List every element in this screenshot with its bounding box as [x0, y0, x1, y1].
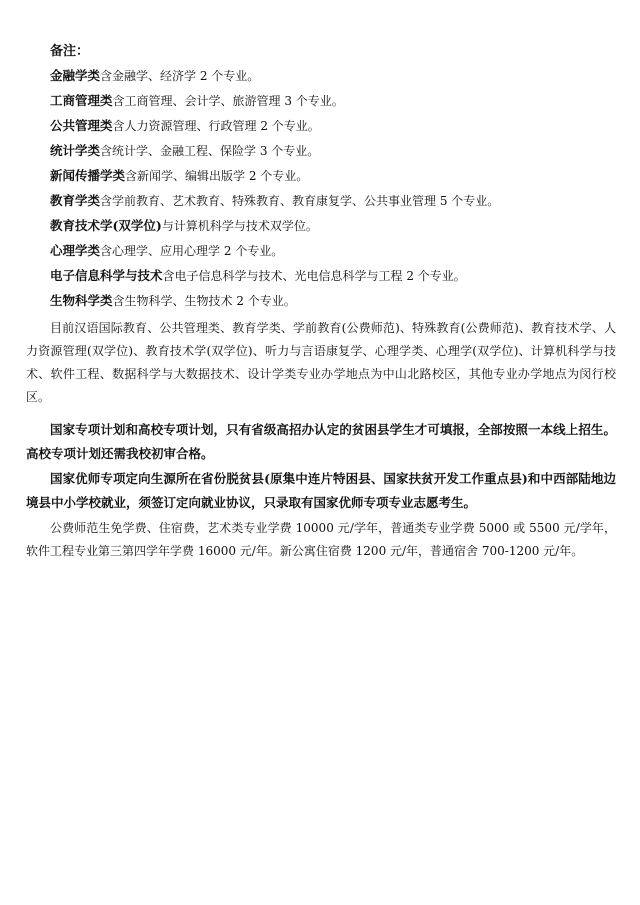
category-name: 生物科学类 [50, 293, 113, 308]
list-item [50, 191, 610, 216]
category-name: 公共管理类 [50, 118, 113, 133]
list-item [50, 241, 610, 266]
list-item [50, 91, 610, 116]
teacher-plan-paragraph: 国家优师专项定向生源所在省份脱贫县(原集中连片特困县、国家扶贫开发工作重点县)和中西部陆地边境县中小学校就业，须签订定向就业协议，只录取有国家优师专项专业志愿考生。 [26, 471, 616, 510]
category-name: 金融学类 [50, 68, 101, 83]
list-item [50, 141, 610, 166]
category-description: 含人力资源管理、行政管理 2 个专业。 [112, 119, 320, 133]
tuition-fees-paragraph: 公费师范生免学费、住宿费，艺术类专业学费 10000 元/学年，普通类专业学费 5000 或 5500 元/学年，软件工程专业第三第四学年学费 16000 元/年。新公寓住宿费 1200 元/年，普通宿舍 700-1200 元/年。 [26, 521, 616, 558]
list-item [50, 266, 610, 291]
notes-heading: 备注： [50, 44, 90, 59]
category-name: 教育技术学(双学位) [50, 218, 162, 233]
special-plan-paragraph: 国家专项计划和高校专项计划，只有省级高招办认定的贫困县学生才可填报，全部按照一本线上招生。高校专项计划还需我校初审合格。 [26, 422, 616, 461]
category-name: 电子信息科学与技术 [50, 268, 163, 283]
category-description: 含电子信息科学与技术、光电信息科学与工程 2 个专业。 [162, 269, 466, 283]
category-name: 统计学类 [50, 143, 101, 158]
list-item [50, 66, 610, 91]
campus-location-paragraph: 目前汉语国际教育、公共管理类、教育学类、学前教育(公费师范)、特殊教育(公费师范)、教育技术学、人力资源管理(双学位)、教育技术学(双学位)、听力与言语康复学、心理学类、心理学(双学位)、计算机科学与技术、软件工程、数据科学与大数据技术、设计学类专业办学地点为中山北路校区，其他专业办学地点为闵行校区。 [26, 321, 616, 404]
category-description: 含生物科学、生物技术 2 个专业。 [112, 294, 296, 308]
category-name: 教育学类 [50, 193, 101, 208]
major-category-list [50, 66, 610, 316]
category-description: 与计算机科学与技术双学位。 [161, 219, 318, 233]
category-description: 含心理学、应用心理学 2 个专业。 [100, 244, 284, 258]
list-item [50, 216, 610, 241]
category-description: 含统计学、金融工程、保险学 3 个专业。 [100, 144, 320, 158]
category-description: 含学前教育、艺术教育、特殊教育、教育康复学、公共事业管理 5 个专业。 [100, 194, 500, 208]
category-name: 新闻传播学类 [50, 168, 126, 183]
list-item [50, 116, 610, 141]
category-description: 含金融学、经济学 2 个专业。 [100, 69, 260, 83]
category-name: 心理学类 [50, 243, 101, 258]
category-description: 含工商管理、会计学、旅游管理 3 个专业。 [112, 94, 344, 108]
category-name: 工商管理类 [50, 93, 113, 108]
list-item [50, 166, 610, 191]
list-item [50, 291, 610, 316]
category-description: 含新闻学、编辑出版学 2 个专业。 [125, 169, 309, 183]
